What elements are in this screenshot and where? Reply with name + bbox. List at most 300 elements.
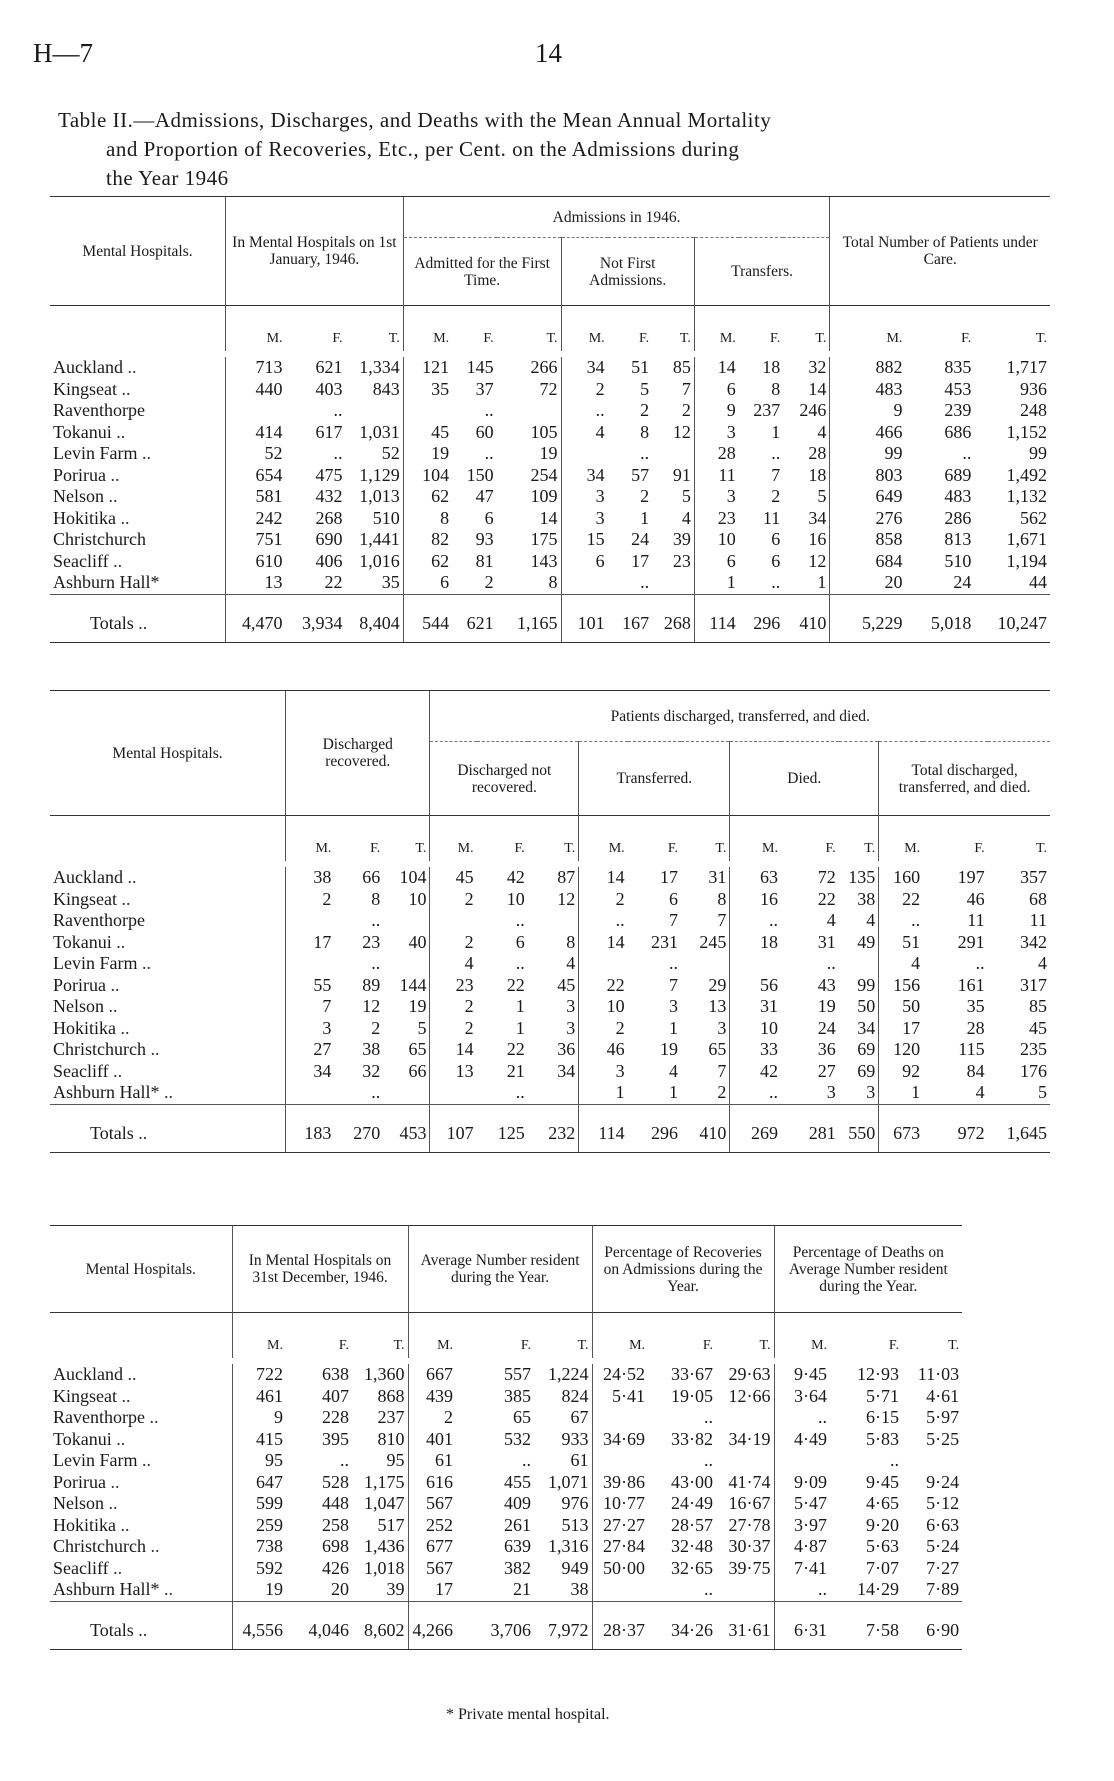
table-row [50,910,1050,932]
value-cell: 197 [957,867,985,887]
value-cell: 41·74 [728,1471,771,1492]
value-cell: 342 [1020,931,1047,952]
value-cell: 4 [668,1060,678,1081]
table-row [50,379,1050,401]
sex-label-t: T. [383,816,430,862]
value-cell: 4,470 [226,594,286,643]
sex-label-m: M. [694,306,738,352]
hospital-label: Hokitika [53,1017,116,1038]
value-cell: 1,152 [1006,421,1047,442]
value-cell: 562 [1020,507,1047,528]
leader-dots: .. [120,507,130,528]
value-cell: 34·26 [648,1601,716,1650]
value-cell: 11 [694,465,738,487]
value-cell: .. [774,1407,830,1429]
sex-label-f: F. [452,306,496,352]
value-cell: 2 [640,400,650,420]
value-cell: 254 [530,464,558,485]
value-cell: 252 [408,1515,456,1537]
value-cell: 513 [561,1514,589,1535]
value-cell: 34 [286,1061,335,1083]
value-cell: 3 [668,996,678,1016]
value-cell: 232 [528,1104,579,1153]
leader-dots: .. [121,378,131,399]
value-cell: 4,046 [286,1601,352,1650]
value-cell: 51 [631,357,650,377]
value-cell: 160 [879,867,923,889]
value-cell: 5,018 [905,594,974,643]
value-cell: 621 [452,594,496,643]
hospital-label: Seacliff [53,1557,109,1578]
value-cell: 269 [730,1104,781,1153]
hospital-name [50,379,226,401]
value-cell: 3 [866,1082,876,1102]
col-total-discharged: Total discharged, transferred, and died. [879,742,1050,816]
value-cell: 19 [403,443,452,465]
value-cell: .. [668,953,678,973]
value-cell: 22 [506,974,525,995]
leader-dots: .. [116,421,126,442]
value-cell: 5·47 [774,1493,830,1515]
sex-label-m: M. [830,306,906,352]
value-cell: 235 [1020,1039,1047,1059]
value-cell: 28·37 [592,1601,648,1650]
hospital-label: Kingseat [53,378,117,399]
value-cell: 276 [830,508,906,530]
value-cell: 10 [408,888,427,909]
value-cell: 18 [730,932,781,954]
value-cell: 639 [504,1536,532,1556]
value-cell: 23 [672,550,691,571]
hospital-label: Ashburn Hall* [53,572,160,592]
value-cell: 19·05 [671,1385,714,1406]
value-cell: 45 [430,867,477,889]
value-cell: 4·61 [926,1385,960,1406]
col-total-under-care: Total Number of Patients under Care. [830,197,1050,306]
value-cell: 27 [286,1039,335,1061]
value-cell: 89 [362,974,381,995]
table-row [50,529,1050,551]
value-cell: 258 [322,1514,349,1535]
value-cell: 65 [513,1407,532,1427]
admissions-table [50,196,1050,643]
table-row [50,1472,1050,1494]
table-row [50,551,1050,573]
col-discharged-recovered: Discharged recovered. [286,691,430,816]
value-cell: 7 [668,910,678,930]
value-cell: 9 [694,400,738,422]
value-cell: 10,247 [974,594,1050,643]
value-cell: 10 [694,529,738,551]
sex-header-row [50,306,1050,352]
value-cell: 1,031 [359,421,400,442]
value-cell: 268 [315,507,343,528]
value-cell: 4·87 [774,1536,830,1558]
value-cell: 7 [668,974,678,995]
value-cell: .. [975,953,985,973]
value-cell: 46 [966,888,985,909]
value-cell: 15 [561,529,608,551]
value-cell: 9·45 [774,1364,830,1386]
value-cell: 11 [1029,910,1047,930]
value-cell [286,953,335,975]
hospital-name [50,422,226,444]
value-cell: 17 [286,932,335,954]
table-row [50,422,1050,444]
value-cell: 50 [857,996,876,1016]
value-cell: .. [771,443,781,463]
sex-label-f: F. [608,306,652,352]
section-code: H—7 [33,38,93,68]
value-cell: 31 [817,931,836,952]
value-cell: 410 [681,1104,730,1153]
value-cell: 27·84 [592,1536,648,1558]
sex-label-t: T. [352,1313,408,1359]
value-cell: 261 [504,1514,532,1535]
value-cell: 8,602 [352,1601,408,1650]
value-cell: 6 [403,572,452,594]
hospital-name [50,1364,232,1386]
value-cell: 28·57 [671,1514,714,1535]
value-cell: 45 [557,974,576,995]
value-cell: 4 [561,422,608,444]
leader-dots: .. [113,1557,123,1578]
table-row [50,889,1050,911]
value-cell: 167 [608,594,652,643]
value-cell: 698 [322,1536,349,1556]
value-cell: 1 [515,996,525,1016]
value-cell: 28 [808,443,827,463]
value-cell: 6 [668,888,678,909]
value-cell: 677 [408,1536,456,1558]
value-cell: 949 [561,1557,589,1578]
value-cell: 440 [226,379,286,401]
table-row [50,400,1050,422]
value-cell: 23 [362,931,381,952]
value-cell: 105 [530,421,558,442]
value-cell: 2 [771,486,781,506]
value-cell: 87 [557,867,576,887]
table-row [50,996,1050,1018]
value-cell: 1,360 [364,1364,405,1384]
value-cell: 37 [475,378,494,399]
blank-cell [50,816,286,862]
value-cell: 3 [566,996,576,1016]
leader-dots: .. [150,1039,160,1059]
table-row [50,1450,1050,1472]
leader-dots: .. [121,888,131,909]
hospital-name [50,889,286,911]
value-cell: 649 [830,486,906,508]
value-cell: 32 [808,357,827,377]
value-cell: 617 [315,421,343,442]
value-cell: 4 [430,953,477,975]
sex-label-t: T. [652,306,694,352]
value-cell: 21 [506,1060,525,1081]
value-cell [286,1082,335,1104]
value-cell: 483 [944,486,972,506]
value-cell: 237 [753,400,781,420]
hospital-label: Nelson [53,1493,104,1513]
value-cell: 27·27 [592,1515,648,1537]
sex-label-f: F. [923,816,987,862]
value-cell: 145 [466,357,494,377]
value-cell: 14 [430,1039,477,1061]
leader-dots: .. [141,443,151,463]
value-cell: 61 [408,1450,456,1472]
value-cell: 835 [944,357,972,377]
hospital-name [50,551,226,573]
value-cell: 107 [430,1104,477,1153]
value-cell [730,953,781,975]
leader-dots: .. [127,1364,137,1384]
value-cell: 673 [879,1104,923,1153]
value-cell [430,1082,477,1104]
hospital-label: Raventhorpe [53,910,145,930]
value-cell: 296 [739,594,783,643]
value-cell: 3,934 [286,594,346,643]
value-cell: 4 [1038,953,1047,973]
value-cell: 85 [672,357,691,377]
col-not-recovered: Discharged not recovered. [430,742,579,816]
value-cell: 5 [640,378,650,399]
hospital-name [50,1472,232,1494]
hospital-name [50,1082,286,1104]
sex-label-t: T. [839,816,879,862]
sex-label-m: M. [879,816,923,862]
value-cell [528,1082,579,1104]
value-cell: 22 [324,572,343,592]
value-cell [383,1082,430,1104]
leader-dots: .. [110,1471,120,1492]
table-row [50,1515,1050,1537]
sex-label-m: M. [561,306,608,352]
sex-label-f: F. [286,306,346,352]
hospital-name [50,932,286,954]
value-cell: 7·07 [866,1557,900,1578]
value-cell: 42 [506,867,525,887]
sex-label-f: F. [628,816,681,862]
value-cell: 24 [631,529,650,549]
hospital-name [50,1493,232,1515]
value-cell: 8,404 [346,594,404,643]
value-cell: 933 [561,1428,589,1449]
hospital-label: Porirua [53,1471,106,1492]
value-cell: 1,018 [364,1557,405,1578]
value-cell: 24 [953,572,972,592]
sex-label-t: T. [681,816,730,862]
value-cell: 5·24 [926,1536,960,1556]
value-cell: .. [579,910,628,932]
value-cell: 20 [331,1579,349,1599]
value-cell: 19 [659,1039,678,1059]
value-cell: 24 [817,1017,836,1038]
value-cell: 751 [226,529,286,551]
value-cell: 868 [377,1385,405,1406]
value-cell: 4 [879,953,923,975]
value-cell: 121 [403,357,452,379]
col-first-time: Admitted for the First Time. [403,238,561,306]
discharges-table [50,690,1050,1153]
table-row [50,357,1050,379]
value-cell: 32·48 [671,1536,714,1556]
value-cell [383,910,430,932]
value-cell: 3·64 [774,1386,830,1408]
hospital-label: Totals [90,1619,134,1640]
value-cell: 557 [504,1364,532,1384]
value-cell: 11·03 [917,1364,960,1384]
leader-dots: .. [108,1493,118,1513]
col-recoveries-pct: Percentage of Recoveries on Admissions during the Year. [592,1226,774,1313]
hospital-name [50,400,226,422]
value-cell: 426 [322,1557,349,1578]
value-cell: 4,556 [232,1601,286,1650]
col-hospital-2: Mental Hospitals. [50,691,286,816]
value-cell: 22 [817,888,836,909]
value-cell: 13 [708,996,727,1016]
value-cell: 6 [515,931,525,952]
value-cell: 517 [377,1514,405,1535]
value-cell: 72 [539,378,558,399]
value-cell [528,910,579,932]
value-cell: 317 [1020,974,1047,995]
value-cell: 12·66 [728,1385,771,1406]
value-cell: 34 [857,1017,876,1038]
value-cell: 38 [362,1039,381,1059]
value-cell: 3,706 [456,1601,534,1650]
value-cell: 286 [944,507,972,528]
value-cell: 1,671 [1006,529,1047,549]
value-cell: 9·45 [866,1471,900,1492]
value-cell: 34 [557,1060,576,1081]
value-cell: .. [371,1082,381,1102]
value-cell: 17 [631,550,650,571]
value-cell: 2 [430,996,477,1018]
value-cell: 18 [808,464,827,485]
hospital-label: Levin Farm [53,1450,138,1470]
value-cell: 4·65 [866,1493,900,1513]
value-cell: 259 [232,1515,286,1537]
sex-label-f: F. [830,1313,902,1359]
leader-dots: .. [108,996,118,1016]
value-cell: 31 [708,867,727,887]
value-cell: 8 [566,931,576,952]
value-cell: 550 [839,1104,879,1153]
hospital-label: Nelson [53,996,104,1016]
value-cell: 38 [570,1579,589,1599]
leader-dots: .. [110,464,120,485]
mortality-table [50,1225,1050,1650]
value-cell: 567 [408,1493,456,1515]
value-cell: 16 [808,529,827,549]
hospital-label: Porirua [53,974,106,995]
leader-dots: .. [138,612,148,633]
value-cell: 9·20 [866,1514,900,1535]
table-row [50,443,1050,465]
col-admissions: Admissions in 1946. [403,197,830,238]
value-cell: 8 [640,421,650,442]
value-cell: 406 [315,550,343,571]
value-cell: 13 [430,1061,477,1083]
value-cell: 1,129 [359,464,400,485]
value-cell: 35 [966,996,985,1016]
value-cell: 466 [830,422,906,444]
value-cell: 638 [322,1364,349,1384]
value-cell: 51 [879,932,923,954]
value-cell: 143 [530,550,558,571]
value-cell: 43 [817,974,836,995]
table-row [50,953,1050,975]
value-cell: 144 [399,974,427,995]
value-cell: 68 [1029,888,1047,909]
value-cell [286,910,335,932]
col-not-first: Not First Admissions. [561,238,694,306]
value-cell: 4 [681,507,691,528]
value-cell: 382 [504,1557,532,1578]
value-cell: 5·12 [926,1493,960,1513]
value-cell: 8 [771,378,781,399]
hospital-label: Nelson [53,486,104,506]
value-cell: 27 [817,1060,836,1081]
value-cell: 3 [561,508,608,530]
hospital-name [50,975,286,997]
value-cell: 35 [381,572,400,592]
value-cell: 403 [315,378,343,399]
value-cell: .. [371,910,381,930]
value-cell: 3·97 [774,1515,830,1537]
value-cell: 11 [762,507,781,528]
value-cell: 12 [557,888,576,909]
value-cell: 35 [403,379,452,401]
value-cell: 599 [232,1493,286,1515]
value-cell: 689 [944,464,972,485]
value-cell: 6 [694,379,738,401]
value-cell: 684 [830,551,906,573]
value-cell: 2 [640,486,650,506]
value-cell: 45 [1029,1017,1047,1038]
hospital-name [50,1104,286,1153]
value-cell: 31 [730,996,781,1018]
leader-dots: .. [149,1407,159,1427]
value-cell: 93 [475,529,494,549]
value-cell: 9·24 [926,1471,960,1492]
value-cell: 3 [694,486,738,508]
table-row [50,1039,1050,1061]
col-discharged-group: Patients discharged, transferred, and died. [430,691,1050,742]
value-cell: 46 [579,1039,628,1061]
value-cell [579,953,628,975]
value-cell: 1,492 [1006,464,1047,485]
value-cell: 101 [561,594,608,643]
value-cell: 6·15 [866,1407,900,1427]
sex-label-f: F. [334,816,383,862]
value-cell: 439 [408,1386,456,1408]
sex-label-f: F. [781,816,839,862]
value-cell: 1,316 [548,1536,589,1556]
value-cell: 31·61 [716,1601,774,1650]
value-cell: 30·37 [728,1536,771,1556]
value-cell: 34 [808,507,827,528]
value-cell: 1 [771,421,781,442]
value-cell: 7 [286,996,335,1018]
sex-label-m: M. [592,1313,648,1359]
value-cell: .. [484,400,494,420]
value-cell [497,400,561,422]
value-cell: 722 [232,1364,286,1386]
value-cell: 29 [708,974,727,995]
hospital-name [50,953,286,975]
value-cell: 6 [694,551,738,573]
